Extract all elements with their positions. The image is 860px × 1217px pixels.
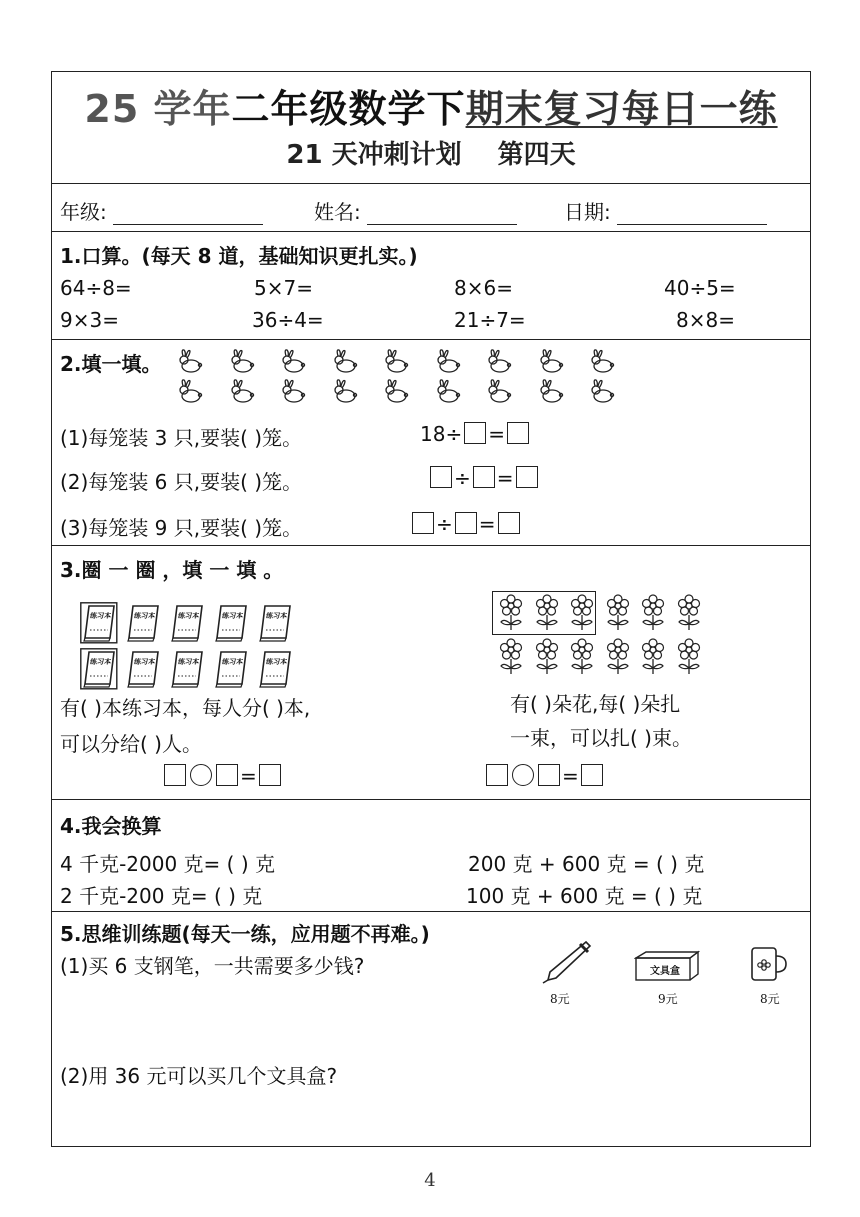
rabbit-icon: [382, 378, 410, 408]
section-4-heading: 4.我会换算: [60, 814, 162, 838]
rabbit-icon: [176, 348, 204, 378]
grade-field[interactable]: [60, 196, 263, 225]
notebook-label: 练习本: [133, 612, 156, 620]
equals-sign: =: [478, 512, 496, 536]
answer-box[interactable]: [538, 764, 560, 786]
answer-box[interactable]: [516, 466, 538, 488]
pencil-case-price: 9元: [658, 992, 678, 1006]
fountain-pen-icon: [540, 938, 592, 984]
conversion-item[interactable]: 100 克 + 600 克 = ( ) 克: [466, 884, 703, 908]
name-label: 姓名:: [314, 200, 361, 224]
conversion-item[interactable]: 2 千克-200 克= ( ) 克: [60, 884, 263, 908]
date-label: 日期:: [564, 200, 611, 224]
mug-price: 8元: [760, 992, 780, 1006]
equation-2-2: [428, 466, 540, 490]
subtitle-plan: 21 天冲刺计划: [286, 140, 462, 170]
answer-box[interactable]: [216, 764, 238, 786]
notebook-icon: [168, 602, 206, 648]
rabbit-icon: [279, 378, 307, 408]
rabbit-icon: [382, 348, 410, 378]
flower-icon: [638, 638, 668, 680]
rabbit-icon: [279, 348, 307, 378]
equation-3-right: [484, 764, 605, 788]
operator-circle[interactable]: [190, 764, 212, 786]
subtitle-day: 第四天: [497, 140, 576, 170]
grade-label: 年级:: [60, 200, 107, 224]
notebook-label: 练习本: [89, 612, 112, 620]
answer-box[interactable]: [498, 512, 520, 534]
rabbit-icon: [537, 378, 565, 408]
notebook-label: 练习本: [133, 658, 156, 666]
rabbit-icon: [588, 348, 616, 378]
rabbit-icon: [176, 378, 204, 408]
grade-blank[interactable]: [113, 224, 263, 225]
calc-item[interactable]: 8×8=: [676, 308, 735, 332]
title-topic: 期末复习每日一练: [465, 87, 778, 131]
page-number: 4: [424, 1170, 436, 1191]
equation-2-1: [420, 422, 531, 446]
calc-item[interactable]: 64÷8=: [60, 276, 132, 300]
conversion-item[interactable]: 4 千克-2000 克= ( ) 克: [60, 852, 275, 876]
flower-icon: [496, 638, 526, 680]
answer-box[interactable]: [259, 764, 281, 786]
name-field[interactable]: [314, 196, 517, 225]
flower-circle-example: [492, 591, 596, 635]
notebook-label: 练习本: [177, 612, 200, 620]
equals-sign: =: [562, 764, 579, 788]
calc-item[interactable]: 8×6=: [454, 276, 513, 300]
notebook-label: 练习本: [265, 658, 288, 666]
operator-circle[interactable]: [512, 764, 534, 786]
answer-box[interactable]: [473, 466, 495, 488]
notebook-label: 练习本: [177, 658, 200, 666]
rabbit-icon: [331, 348, 359, 378]
notebook-label: 练习本: [265, 612, 288, 620]
flower-icon: [674, 638, 704, 680]
divide-sign: ÷: [454, 466, 471, 490]
notebook-label: 练习本: [221, 612, 244, 620]
answer-box[interactable]: [464, 422, 486, 444]
equation-2-3: [410, 512, 522, 536]
date-blank[interactable]: [617, 224, 767, 225]
question-2-2: (2)每笼装 6 只,要装( )笼。: [60, 470, 303, 494]
equals-sign: =: [240, 764, 257, 788]
title-grade: 二年级数学下: [231, 87, 466, 131]
equation-prefix: 18÷: [420, 422, 463, 446]
rabbit-icon: [485, 378, 513, 408]
flower-icon: [567, 638, 597, 680]
question-3-right-line2: 一束，可以扎( )束。: [510, 726, 692, 750]
section-3: [52, 546, 810, 800]
answer-box[interactable]: [430, 466, 452, 488]
rabbit-icon: [228, 378, 256, 408]
notebook-icon: [256, 602, 294, 648]
section-2-heading: 2.填一填。: [60, 352, 162, 376]
question-3-right-line1: 有( )朵花,每( )朵扎: [510, 692, 681, 716]
info-row: [52, 184, 810, 232]
rabbit-icon: [434, 348, 462, 378]
equals-sign: =: [488, 422, 505, 446]
equals-sign: =: [496, 466, 514, 490]
notebook-icon: [212, 602, 250, 648]
flower-icon: [603, 638, 633, 680]
notebook-icon: [80, 602, 118, 648]
answer-box[interactable]: [412, 512, 434, 534]
worksheet: [51, 71, 811, 1147]
question-3-left-line1: 有( )本练习本，每人分( )本,: [60, 696, 311, 720]
calc-item[interactable]: 36÷4=: [252, 308, 324, 332]
flower-icon: [674, 594, 704, 636]
page-subtitle: [52, 134, 810, 171]
calc-item[interactable]: 9×3=: [60, 308, 119, 332]
title-year: 25 学年: [84, 87, 232, 131]
rabbit-icon: [331, 378, 359, 408]
answer-box[interactable]: [486, 764, 508, 786]
notebook-icon: [80, 648, 118, 694]
section-1-heading: 1.口算。(每天 8 道，基础知识更扎实。): [60, 244, 418, 268]
notebook-icon: [256, 648, 294, 694]
rabbit-icon: [228, 348, 256, 378]
answer-box[interactable]: [455, 512, 477, 534]
date-field[interactable]: [564, 196, 767, 225]
flower-icon: [603, 594, 633, 636]
notebook-icon: [168, 648, 206, 694]
notebook-icon: [124, 648, 162, 694]
notebook-label: 练习本: [221, 658, 244, 666]
section-5-heading: 5.思维训练题(每天一练，应用题不再难。): [60, 922, 430, 946]
notebook-label: 练习本: [89, 658, 112, 666]
page-title: [52, 78, 810, 133]
pencil-case-label: 文具盒: [650, 966, 680, 977]
section-3-heading: 3.圈 一 圈 ，填 一 填 。: [60, 558, 284, 582]
header: [52, 72, 810, 184]
name-blank[interactable]: [367, 224, 517, 225]
conversion-item[interactable]: 200 克 + 600 克 = ( ) 克: [468, 852, 705, 876]
rabbit-icon: [537, 348, 565, 378]
section-4: [52, 800, 810, 912]
calc-item[interactable]: 21÷7=: [454, 308, 526, 332]
section-1: [52, 232, 810, 340]
answer-box[interactable]: [507, 422, 529, 444]
question-5-2: (2)用 36 元可以买几个文具盒?: [60, 1064, 338, 1088]
question-3-left-line2: 可以分给( )人。: [60, 732, 202, 756]
section-5: [52, 912, 810, 1146]
notebook-icon: [212, 648, 250, 694]
divide-sign: ÷: [436, 512, 453, 536]
question-2-3: (3)每笼装 9 只,要装( )笼。: [60, 516, 303, 540]
notebook-icon: [124, 602, 162, 648]
rabbit-icon: [485, 348, 513, 378]
rabbit-icon: [434, 378, 462, 408]
question-2-1: (1)每笼装 3 只,要装( )笼。: [60, 426, 303, 450]
question-5-1: (1)买 6 支钢笔，一共需要多少钱?: [60, 954, 365, 978]
flower-icon: [532, 638, 562, 680]
answer-box[interactable]: [581, 764, 603, 786]
calc-item[interactable]: 40÷5=: [664, 276, 736, 300]
flower-icon: [638, 594, 668, 636]
calc-item[interactable]: 5×7=: [254, 276, 313, 300]
section-2: [52, 340, 810, 546]
equation-3-left: [162, 764, 283, 788]
mug-icon: [748, 944, 788, 984]
answer-box[interactable]: [164, 764, 186, 786]
rabbit-icon: [588, 378, 616, 408]
pen-price: 8元: [550, 992, 570, 1006]
